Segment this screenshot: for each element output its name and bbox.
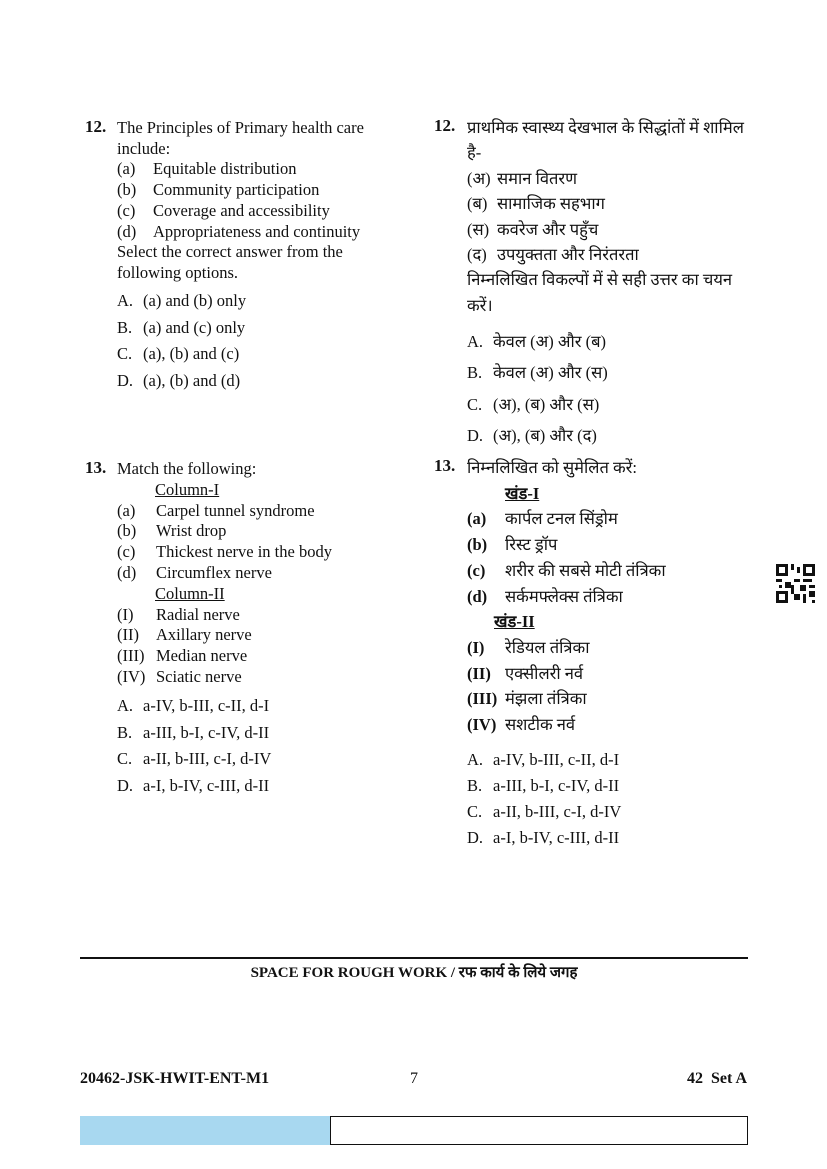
option-d[interactable] [467,420,608,451]
item [117,180,364,201]
item-text: Coverage and accessibility [153,200,330,220]
item-text: सामाजिक सहभाग [497,194,605,214]
item-label: (c) [117,200,136,220]
stem: Match the following: [117,459,257,478]
item [117,625,332,646]
item [117,501,332,522]
item-label: (अ) [467,168,491,188]
item-label: (b) [117,180,137,200]
footer-color-bar [80,1116,330,1145]
option-label: D. [467,828,484,847]
item [467,584,666,610]
stem: निम्नलिखित को सुमेलित करें: [467,458,637,477]
item [117,667,332,688]
option-a[interactable] [117,693,271,720]
item-label: (I) [467,637,485,657]
option-label: A. [467,750,484,769]
question-13-hindi-options [467,747,621,851]
item-label: (d) [117,221,137,241]
option-label: B. [117,317,133,337]
item-text: उपयुक्तता और निरंतरता [497,245,639,265]
option-text: (a), (b) and (d) [143,370,241,390]
option-text: (a), (b) and (c) [143,344,240,363]
option-b[interactable] [117,720,271,747]
item [117,605,332,626]
question-12-options [117,288,246,394]
option-label: D. [117,775,134,795]
item-label: (द) [467,245,487,265]
option-label: C. [467,394,483,414]
instruction-line: निम्नलिखित विकल्पों में से सही उत्तर का चयन [467,270,733,290]
item [117,521,332,542]
option-label: A. [117,696,134,715]
item-text: Carpel tunnel syndrome [156,500,315,520]
item-text: Circumflex nerve [156,562,272,582]
question-12-hindi-options [467,326,608,451]
option-text: केवल (अ) और (स) [493,363,608,383]
option-text: (a) and (c) only [143,317,246,337]
item-label: (II) [467,663,491,683]
option-c[interactable] [117,341,246,368]
option-a[interactable] [467,747,621,773]
instruction-line: following options. [117,262,239,282]
item [467,635,666,661]
stem-line: है- [467,143,482,163]
item [117,159,364,180]
item-text: Wrist drop [156,521,227,541]
option-label: C. [117,749,133,768]
question-13-english [117,459,332,688]
option-b[interactable] [117,315,246,342]
item-label: (a) [117,500,136,520]
option-a[interactable] [117,288,246,315]
question-number: 13. [434,456,456,475]
stem-line: include: [117,138,171,158]
option-text: a-IV, b-III, c-II, d-I [493,750,620,769]
option-text: केवल (अ) और (ब) [493,332,607,351]
item-label: (c) [467,560,486,580]
item-label: (a) [467,509,487,529]
option-text: (अ), (ब) और (द) [493,425,597,445]
item-text: Thickest nerve in the body [156,542,332,562]
page-number: 7 [410,1070,418,1087]
option-label: C. [117,344,133,363]
item-label: (ब) [467,194,488,214]
option-b[interactable] [467,773,621,799]
option-text: a-IV, b-III, c-II, d-I [143,696,270,715]
item-text: Appropriateness and continuity [153,221,361,241]
question-13-options [117,693,271,799]
item-label: (b) [117,521,137,541]
item-text: मंझला तंत्रिका [505,689,587,709]
item-label: (I) [117,604,134,624]
qr-code-icon [776,563,815,604]
option-d[interactable] [117,773,271,800]
item-label: (b) [467,535,488,555]
item-label: (IV) [117,666,146,686]
item [467,712,666,738]
option-label: B. [467,363,483,383]
option-c[interactable] [467,389,608,420]
item [467,242,744,267]
option-c[interactable] [117,746,271,773]
option-text: a-I, b-IV, c-III, d-II [493,828,620,847]
column-2-title: खंड-II [494,612,535,632]
item-label: (III) [467,689,498,709]
question-number: 12. [85,117,107,136]
item-label: (IV) [467,715,497,735]
item-label: (II) [117,625,139,645]
instruction-line: करें। [467,295,493,315]
option-c[interactable] [467,799,621,825]
option-b[interactable] [467,357,608,388]
item-label: (स) [467,219,490,239]
item [117,222,364,243]
item-text: रिस्ट ड्रॉप [505,535,558,555]
item-text: सर्कमफ्लेक्स तंत्रिका [505,586,623,606]
column-2-title: Column-II [155,583,225,603]
option-text: a-III, b-I, c-IV, d-II [143,722,270,742]
item [467,686,666,712]
divider [80,957,748,959]
item [467,217,744,242]
item [467,506,666,532]
item-text: कार्पल टनल सिंड्रोम [505,509,618,529]
item [467,191,744,216]
item [467,661,666,687]
option-label: A. [467,332,484,351]
option-label: D. [117,370,134,390]
option-a[interactable] [467,326,608,357]
item-text: Radial nerve [156,604,240,624]
item [117,542,332,563]
item-text: Equitable distribution [153,159,297,179]
item [467,532,666,558]
option-text: a-III, b-I, c-IV, d-II [493,776,620,795]
option-label: D. [467,425,484,445]
option-d[interactable] [117,368,246,395]
item-label: (III) [117,646,145,666]
item-label: (a) [117,159,136,179]
question-number: 12. [434,116,456,135]
item-text: समान वितरण [497,168,578,188]
item-text: Community participation [153,180,320,200]
item-text: कवरेज और पहुँच [497,219,599,239]
question-12-english [117,118,364,284]
item-text: एक्सीलरी नर्व [505,663,584,683]
item-text: Sciatic nerve [156,666,242,686]
rough-work-heading: SPACE FOR ROUGH WORK / रफ कार्य के लिये जगह [250,965,578,981]
item-label: (d) [467,586,488,606]
stem-line: The Principles of Primary health care [117,118,364,137]
item-text: सशटीक नर्व [505,715,576,735]
item [467,166,744,191]
footer-box [330,1116,748,1145]
option-text: a-II, b-III, c-I, d-IV [493,802,622,821]
item-text: रेडियल तंत्रिका [505,637,590,657]
option-text: a-I, b-IV, c-III, d-II [143,775,270,795]
question-number: 13. [85,458,107,477]
item-text: Axillary nerve [156,625,252,645]
instruction-line: Select the correct answer from the [117,242,343,262]
column-1-title: खंड-I [505,483,540,503]
item-label: (d) [117,562,137,582]
option-label: B. [467,776,483,795]
item-text: शरीर की सबसे मोटी तंत्रिका [505,560,666,580]
item [117,646,332,667]
option-label: A. [117,291,134,310]
item-text: Median nerve [156,646,248,666]
option-label: B. [117,722,133,742]
option-text: (a) and (b) only [143,291,247,310]
column-1-title: Column-I [155,479,220,499]
option-label: C. [467,802,483,821]
option-text: a-II, b-III, c-I, d-IV [143,749,272,768]
item [117,563,332,584]
question-12-hindi [467,115,744,318]
set-label: 42 Set A [687,1070,747,1087]
paper-code: 20462-JSK-HWIT-ENT-M1 [80,1070,270,1087]
option-text: (अ), (ब) और (स) [493,394,600,414]
option-d[interactable] [467,825,621,851]
item [117,201,364,222]
item [467,558,666,584]
stem-line: प्राथमिक स्वास्थ्य देखभाल के सिद्धांतों में शामिल [467,118,744,137]
question-13-hindi [467,455,666,738]
item-label: (c) [117,542,136,562]
